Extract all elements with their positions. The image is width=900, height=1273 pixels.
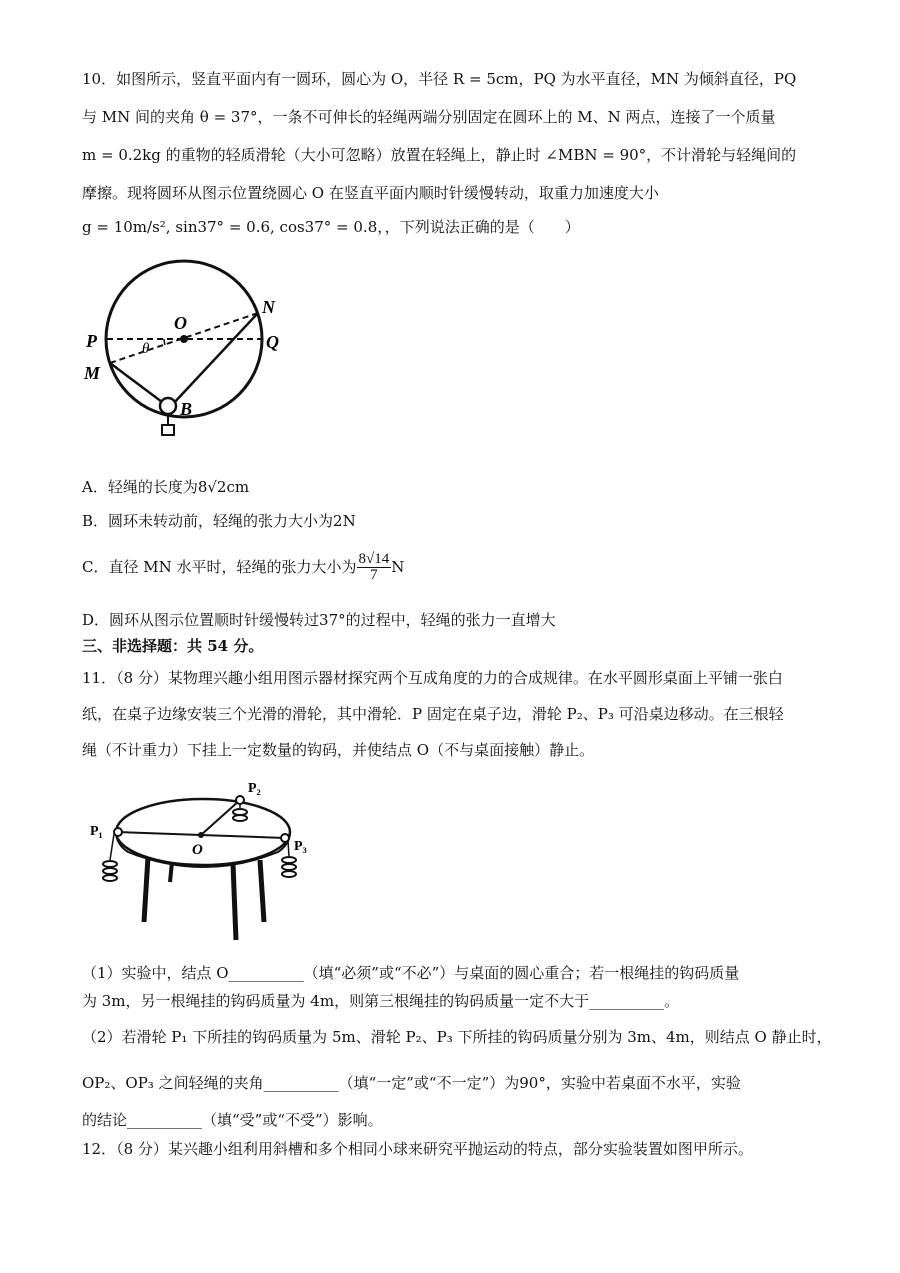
weights-p1 — [103, 861, 117, 881]
hang-p3 — [288, 841, 289, 857]
q11-part2-line-2: OP₂、OP₃ 之间轻绳的夹角__________（填“一定”或“不一定”）为90°，实验中若桌面不水平，实验 — [82, 1074, 741, 1092]
q10-option-b: B．圆环未转动前，轻绳的张力大小为2N — [82, 512, 356, 530]
fraction-numerator: 8√14 — [358, 551, 390, 567]
q10-option-c-unit: N — [391, 558, 405, 576]
table-leg — [233, 864, 236, 940]
q10-line-2: 与 MN 间的夹角 θ = 37°，一条不可伸长的轻绳两端分别固定在圆环上的 M、N 两点，连接了一个质量 — [82, 108, 776, 126]
q11-line-2: 纸，在桌子边缘安装三个光滑的滑轮，其中滑轮．P 固定在桌子边，滑轮 P₂、P₃ 可沿桌边移动。在三根轻 — [82, 705, 784, 723]
q10-option-a: A．轻绳的长度为8√2cm — [82, 478, 250, 496]
q11-part2-line-3: 的结论__________（填“受”或“不受”）影响。 — [82, 1111, 383, 1129]
q11-part2-line-1: （2）若滑轮 P₁ 下所挂的钩码质量为 5m、滑轮 P₂、P₃ 下所挂的钩码质量分别为 3m、4m，则结点 O 静止时， — [82, 1028, 832, 1046]
weights-p2 — [233, 809, 247, 821]
q10-option-c — [82, 552, 404, 583]
label-theta: θ — [142, 341, 150, 357]
weight-block — [162, 425, 174, 435]
q10-line-1: 10．如图所示，竖直平面内有一圆环，圆心为 O，半径 R = 5cm，PQ 为水平直径，MN 为倾斜直径，PQ — [82, 70, 797, 88]
q11-part1-line-1: （1）实验中，结点 O__________（填“必须”或“不必”）与桌面的圆心重合；若一根绳挂的钩码质量 — [82, 964, 740, 982]
q12-line-1: 12．（8 分）某兴趣小组利用斜槽和多个相同小球来研究平抛运动的特点，部分实验装置如图甲所示。 — [82, 1140, 753, 1158]
q11-line-1: 11．（8 分）某物理兴趣小组用图示器材探究两个互成角度的力的合成规律。在水平圆形桌面上平铺一张白 — [82, 669, 783, 687]
label-N: N — [262, 297, 275, 317]
pulley-p3 — [281, 834, 289, 842]
label-Q: Q — [266, 332, 279, 352]
label-P1: P₁ — [90, 824, 103, 839]
q11-line-3: 绳（不计重力）下挂上一定数量的钩码，并使结点 O（不与桌面接触）静止。 — [82, 741, 595, 759]
section-heading: 三、非选择题：共 54 分。 — [82, 637, 264, 655]
q10-option-c-fraction — [357, 552, 392, 583]
q10-line-4: 摩擦。现将圆环从图示位置绕圆心 O 在竖直平面内顺时针缓慢转动，取重力加速度大小 — [82, 184, 659, 202]
q10-option-d: D．圆环从图示位置顺时针缓慢转过37°的过程中，轻绳的张力一直增大 — [82, 611, 556, 629]
label-P3: P₃ — [294, 839, 307, 854]
label-M: M — [84, 363, 101, 383]
label-P: P — [86, 331, 97, 351]
q10-line-5: g = 10m/s², sin37° = 0.6, cos37° = 0.8，，下列说法正确的是（ ） — [82, 218, 580, 236]
label-P2: P₂ — [248, 781, 261, 796]
label-B: B — [180, 399, 193, 419]
center-dot — [180, 335, 188, 343]
knot-o — [198, 832, 204, 838]
q11-part1-line-2: 为 3m，另一根绳挂的钩码质量为 4m，则第三根绳挂的钩码质量一定不大于__________。 — [82, 992, 680, 1010]
q11-table-figure — [88, 772, 328, 947]
pulley-p2 — [236, 796, 244, 804]
q10-circle-figure — [80, 255, 320, 455]
weights-p3 — [282, 857, 296, 877]
q10-line-3: m = 0.2kg 的重物的轻质滑轮（大小可忽略）放置在轻绳上，静止时 ∠MBN = 90°，不计滑轮与轻绳间的 — [82, 146, 797, 164]
pulley — [160, 398, 176, 414]
label-O: O — [192, 842, 203, 858]
q10-option-c-text: C．直径 MN 水平时，轻绳的张力大小为 — [82, 558, 357, 576]
fraction-denominator: 7 — [370, 567, 378, 583]
pulley-p1 — [114, 828, 122, 836]
label-O: O — [174, 313, 187, 333]
